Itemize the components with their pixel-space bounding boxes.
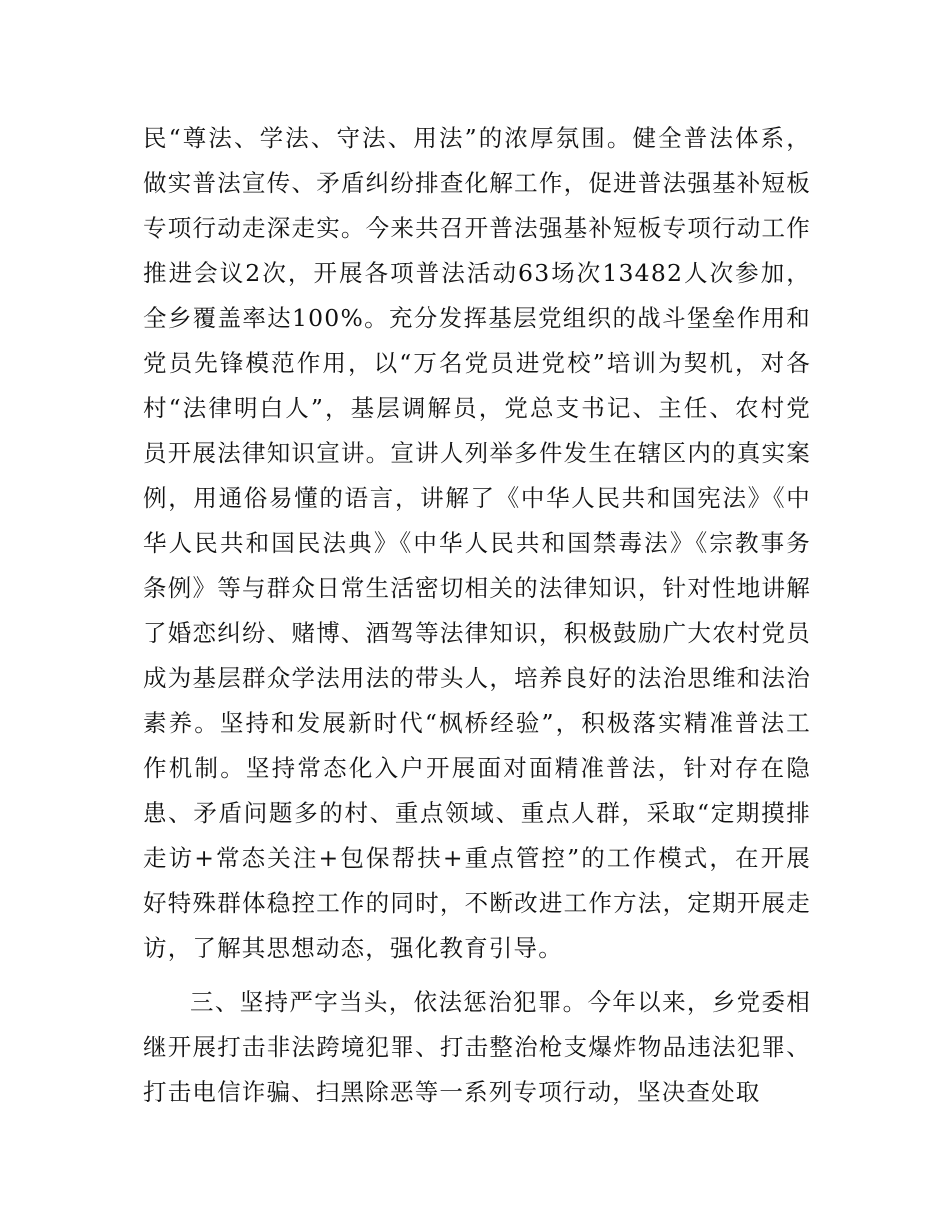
paragraph-2: 三、坚持严字当头，依法惩治犯罪。今年以来，乡党委相继开展打击非法跨境犯罪、打击整治枪支爆炸物品违法犯罪、打击电信诈骗、扫黑除恶等一系列专项行动，坚决查处取 [143, 988, 811, 1106]
paragraph-1: 民“尊法、学法、守法、用法”的浓厚氛围。健全普法体系，做实普法宣传、矛盾纠纷排查化解工作，促进普法强基补短板专项行动走深走实。今来共召开普法强基补短板专项行动工作推进会议2次，开展各项普法活动63场次13482人次参加，全乡覆盖率达100%。充分发挥基层党组织的战斗堡垒作用和党员先锋模范作用，以“万名党员进党校”培训为契机，对各村“法律明白人”，基层调解员，党总支书记、主任、农村党员开展法律知识宣讲。宣讲人列举多件发生在辖区内的真实案例，用通俗易懂的语言，讲解了《中华人民共和国宪法》《中华人民共和国民法典》《中华人民共和国禁毒法》《宗教事务条例》等与群众日常生活密切相关的法律知识，针对性地讲解了婚恋纠纷、赌博、酒驾等法律知识，积极鼓励广大农村党员成为基层群众学法用法的带头人，培养良好的法治思维和法治素养。坚持和发展新时代“枫桥经验”，积极落实精准普法工作机制。坚持常态化入户开展面对面精准普法，针对存在隐患、矛盾问题多的村、重点领域、重点人群，采取“定期摸排走访+常态关注+包保帮扶+重点管控”的工作模式，在开展好特殊群体稳控工作的同时，不断改进工作方法，定期开展走访，了解其思想动态，强化教育引导。 [143, 124, 811, 962]
document-body [143, 116, 811, 1115]
